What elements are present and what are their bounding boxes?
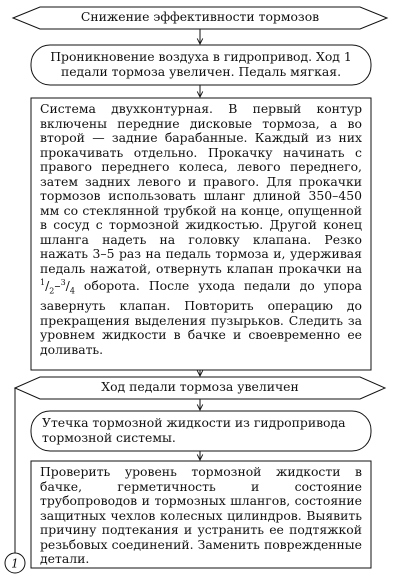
decision-1-text: Снижение эффективности тормозов bbox=[80, 9, 320, 24]
cause-1-text: Проникновение воздуха в гидропривод. Ход 1 педали тормоза увеличен. Педаль мягкая. bbox=[50, 49, 352, 79]
connector-label: 1 bbox=[11, 556, 19, 571]
fraction-denominator-2: 4 bbox=[69, 286, 75, 296]
fraction-numerator-1: 1 bbox=[40, 278, 46, 287]
action-1-part-b: оборота. После ухода педали до упора завернуть клапан. Повторить операцию до прекращения выделения пузырьков. Следить за уровнем жидкости в бачке и своевременно ее доливать. bbox=[40, 278, 362, 357]
cause-2-text: Утечка тормозной жидкости из гидропривода тормозной системы. bbox=[42, 415, 346, 445]
fraction-denominator-1: 2 bbox=[49, 286, 55, 296]
fraction-numerator-2: 3 bbox=[60, 278, 66, 287]
action-1-text: Система двухконтурная. В первый контур включены передние дисковые тормоза, а во второй — задние барабанные. Каждый из них прокачивать отдельно. Прокачку начинать с правого переднего колеса, левого переднего, затем задних левого и правого. Для прокачки тормозов использовать шланг длиной 350–450 мм со стеклянной трубкой на конце, опущенной в сосуд с тормозной жидкостью. Другой конец шланга надеть на головку клапана. Резко нажать 3–5 раз на педаль тормоза и, удерживая педаль нажатой, отвернуть клапан прокачки на $^1/_2-^3/_4$ оборота. После ухода педали до упора завернуть клапан. Повторить операцию до прекращения выделения пузырьков. Следить за уровнем жидкости в бачке и своевременно ее доливать. bbox=[40, 101, 362, 357]
decision-2-text: Ход педали тормоза увеличен bbox=[101, 379, 299, 394]
action-1-part-a: Система двухконтурная. В первый контур включены передние дисковые тормоза, а во второй — задние барабанные. Каждый из них прокачивать отдельно. Прокачку начинать с правого переднего колеса, левого переднего, затем задних левого и правого. Для прокачки тормозов использовать шланг длиной 350–450 мм со стеклянной трубкой на конце, опущенной в сосуд с тормозной жидкостью. Другой конец шланга надеть на головку клапана. Резко нажать 3–5 раз на педаль тормоза и, удерживая педаль нажатой, отвернуть клапан прокачки на bbox=[40, 101, 362, 276]
action-2-text: Проверить уровень тормозной жидкости в бачке, герметичность и состояние трубопроводов и тормозных шлангов, состояние защитных чехлов колесных цилиндров. Выявить причину подтекания и устранить ее подтяжкой резьбовых соединений. Заменить поврежденные детали. bbox=[40, 464, 362, 566]
